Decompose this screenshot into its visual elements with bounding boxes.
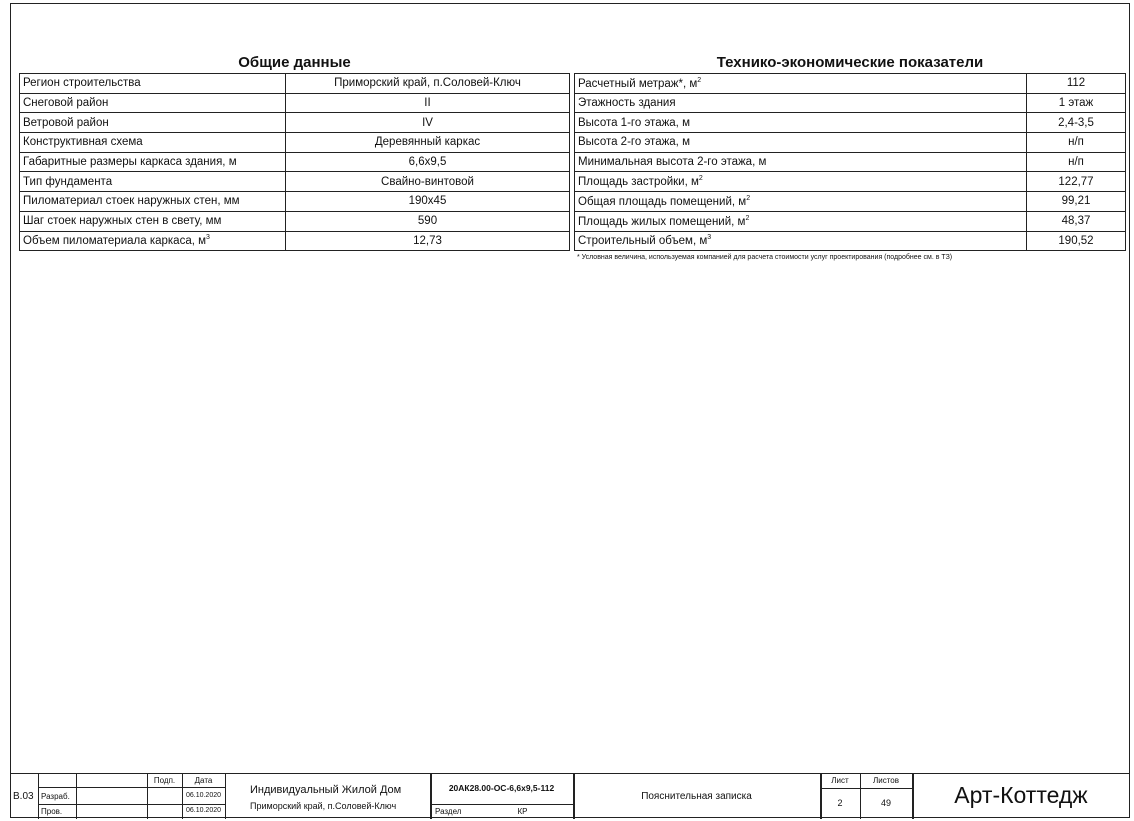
row-value: IV <box>286 113 570 133</box>
row-label: Снеговой район <box>20 93 286 113</box>
table-row <box>575 93 1126 113</box>
title-block <box>10 773 1130 819</box>
general-data-title: Общие данные <box>238 54 351 71</box>
sheet-label: Лист <box>831 776 849 785</box>
row-label: Ветровой район <box>20 113 286 133</box>
row-label: Площадь застройки, $м^2$ <box>575 172 1027 192</box>
unit-superscript: 3 <box>707 234 712 242</box>
table-row <box>20 192 570 212</box>
row-value: Деревянный каркас <box>286 133 570 153</box>
unit-superscript: 2 <box>745 214 750 222</box>
row-value: 190,52 <box>1027 231 1126 251</box>
row-value: 99,21 <box>1027 192 1126 212</box>
role-developed: Разраб. <box>41 792 70 801</box>
table-row <box>20 113 570 133</box>
row-label: Конструктивная схема <box>20 133 286 153</box>
table-row <box>575 211 1126 231</box>
row-label: Общая площадь помещений, $м^2$ <box>575 192 1027 212</box>
row-value: II <box>286 93 570 113</box>
document-name: Пояснительная записка <box>641 791 752 802</box>
row-value: 2,4-3,5 <box>1027 113 1126 133</box>
row-label: Регион строительства <box>20 74 286 94</box>
indicators-title: Технико-экономические показатели <box>716 54 984 71</box>
footnote: * Условная величина, используемая компанией для расчета стоимости услуг проектирования (подробнее см. в ТЗ) <box>577 254 953 261</box>
unit-superscript: 2 <box>746 195 751 203</box>
table-row <box>20 93 570 113</box>
row-value: 112 <box>1027 74 1126 94</box>
section-value: КР <box>517 807 528 816</box>
table-row <box>575 172 1126 192</box>
row-label: Расчетный метраж*, $м^2$ <box>575 74 1027 94</box>
sign-header: Подп. <box>153 776 176 785</box>
row-value: 1 этаж <box>1027 93 1126 113</box>
row-label: Площадь жилых помещений, $м^2$ <box>575 211 1027 231</box>
row-value: 6,6х9,5 <box>286 152 570 172</box>
row-label: Объем пиломатериала каркаса, $м^3$ <box>20 231 286 251</box>
row-value: 590 <box>286 211 570 231</box>
row-label: Габаритные размеры каркаса здания, м <box>20 152 286 172</box>
row-label: Минимальная высота 2-го этажа, м <box>575 152 1027 172</box>
row-label: Шаг стоек наружных стен в свету, мм <box>20 211 286 231</box>
row-value: Свайно-винтовой <box>286 172 570 192</box>
project-title: Индивидуальный Жилой Дом <box>250 784 402 796</box>
row-value: н/п <box>1027 133 1126 153</box>
row-value: 48,37 <box>1027 211 1126 231</box>
company-name: Арт-Коттедж <box>954 782 1088 808</box>
unit-superscript: 3 <box>206 234 210 242</box>
row-label: Высота 1-го этажа, м <box>575 113 1027 133</box>
sheets-label: Листов <box>873 776 899 785</box>
sheets-total: 49 <box>880 798 891 808</box>
table-row <box>575 231 1126 251</box>
table-row <box>20 152 570 172</box>
row-value: 122,77 <box>1027 172 1126 192</box>
table-row <box>575 113 1126 133</box>
table-row <box>575 133 1126 153</box>
table-row <box>575 152 1126 172</box>
indicators-table <box>574 73 1126 251</box>
document-code: 20АК28.00-ОС-6,6х9,5-112 <box>448 783 555 793</box>
date-developed: 06.10.2020 <box>185 792 222 799</box>
table-row <box>20 211 570 231</box>
unit-superscript: 2 <box>698 175 703 183</box>
date-checked: 06.10.2020 <box>185 807 222 814</box>
unit-superscript: 2 <box>697 76 702 84</box>
table-row <box>20 231 570 251</box>
row-label: Строительный объем, $м^3$ <box>575 231 1027 251</box>
date-header: Дата <box>194 776 213 785</box>
sheet-code: В.03 <box>13 791 34 802</box>
general-data-table <box>19 73 570 251</box>
project-location: Приморский край, п.Соловей-Ключ <box>250 801 397 811</box>
row-label: Тип фундамента <box>20 172 286 192</box>
table-row <box>20 74 570 94</box>
table-row <box>575 74 1126 94</box>
row-value: 12,73 <box>286 231 570 251</box>
row-label: Этажность здания <box>575 93 1027 113</box>
table-row <box>575 192 1126 212</box>
row-value: Приморский край, п.Соловей-Ключ <box>286 74 570 94</box>
row-value: 190х45 <box>286 192 570 212</box>
role-checked: Пров. <box>41 807 63 816</box>
row-label: Высота 2-го этажа, м <box>575 133 1027 153</box>
sheet-number: 2 <box>837 798 843 808</box>
section-label: Раздел <box>435 807 462 816</box>
row-value: н/п <box>1027 152 1126 172</box>
table-row <box>20 133 570 153</box>
table-row <box>20 172 570 192</box>
row-label: Пиломатериал стоек наружных стен, мм <box>20 192 286 212</box>
